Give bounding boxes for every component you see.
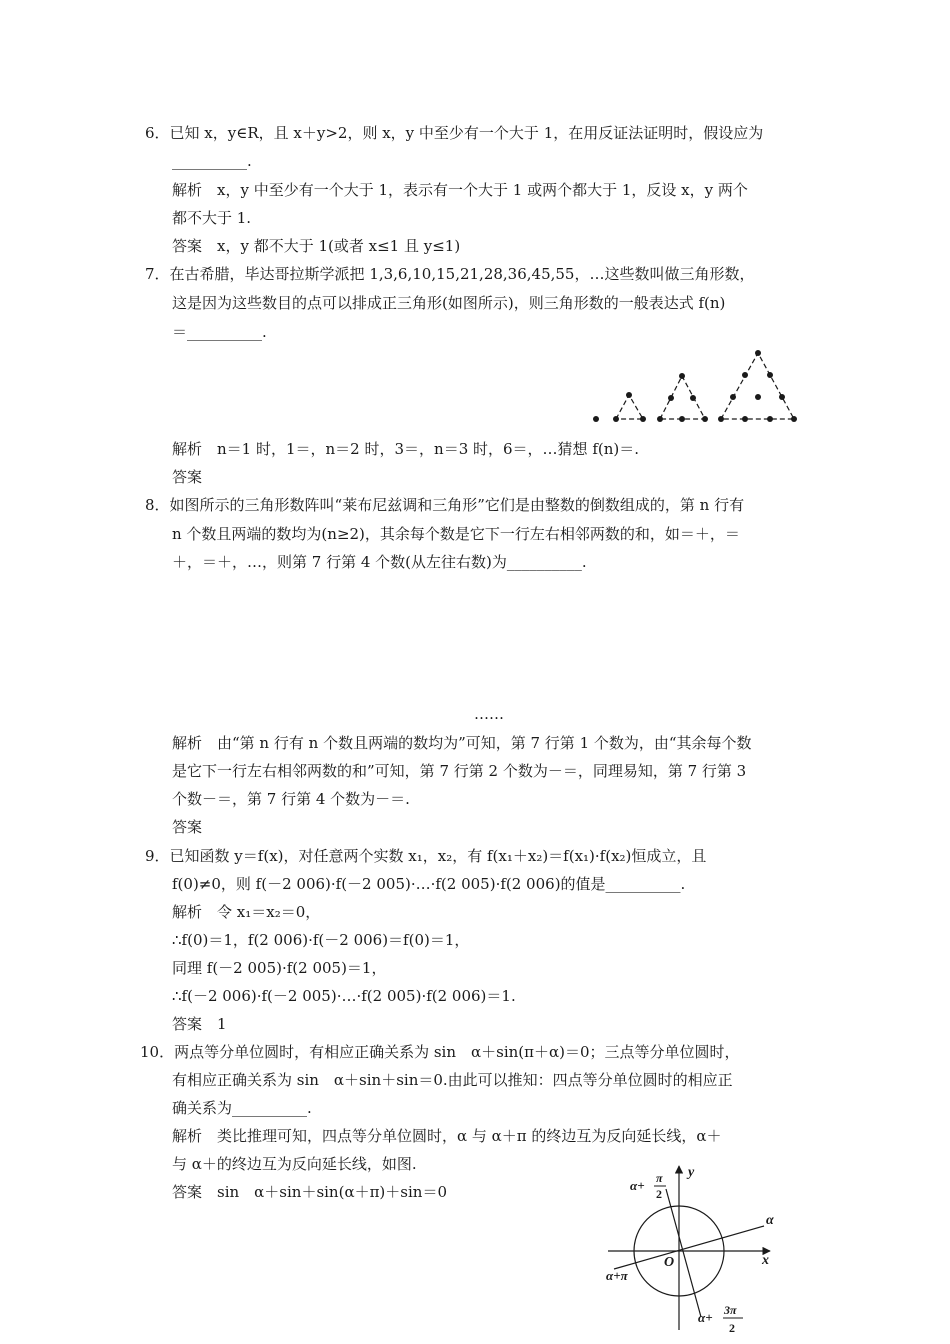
problem-8-question-line-3: ＋，＝＋，…，则第 7 行第 4 个数(从左往右数)为__________. — [172, 553, 587, 571]
triangle-2 — [613, 392, 646, 422]
origin-label: O — [664, 1255, 675, 1270]
problem-7-answer: 答案 — [172, 468, 203, 486]
problem-8-analysis-line-1: 解析 由“第 n 行有 n 个数且两端的数均为”可知，第 7 行第 1 个数为，由“其余每个数 — [172, 734, 752, 752]
problem-6-question-line-1: 6．已知 x，y∈R，且 x＋y>2，则 x，y 中至少有一个大于 1，在用反证法证明时，假设应为 — [145, 124, 764, 142]
svg-text:2: 2 — [729, 1321, 735, 1335]
triangular-numbers-figure — [588, 346, 803, 428]
svg-text:α+: α+ — [630, 1178, 645, 1193]
problem-7-question-line-1: 7．在古希腊，毕达哥拉斯学派把 1,3,6,10,15,21,28,36,45,55，…这些数叫做三角形数， — [145, 265, 755, 283]
problem-10-answer: 答案 sin α＋sin＋sin(α＋π)＋sin＝0 — [172, 1183, 447, 1201]
problem-10-question-line-2: 有相应正确关系为 sin α＋sin＋sin＝0.由此可以推知：四点等分单位圆时的相应正 — [172, 1071, 733, 1089]
problem-8-question-line-2: n 个数且两端的数均为(n≥2)，其余每个数是它下一行左右相邻两数的和，如＝＋，＝ — [172, 525, 740, 543]
svg-text:2: 2 — [656, 1187, 662, 1201]
alpha-plus-three-half-pi-label — [698, 1303, 743, 1335]
triangle-4 — [718, 350, 797, 422]
triangle-3 — [657, 373, 708, 422]
problem-9-analysis-line-3: 同理 f(－2 005)·f(2 005)＝1， — [172, 959, 387, 977]
svg-text:3π: 3π — [724, 1303, 737, 1317]
problem-9-analysis-line-4: ∴f(－2 006)·f(－2 005)·…·f(2 005)·f(2 006)＝1. — [172, 987, 516, 1005]
harmonic-triangle-ellipsis: …… — [474, 705, 504, 723]
problem-7-question-line-3: ＝__________. — [172, 323, 267, 341]
unit-circle-figure — [600, 1160, 790, 1338]
problem-9-question-line-1: 9．已知函数 y＝f(x)，对任意两个实数 x₁，x₂，有 f(x₁＋x₂)＝f(x₁)·f(x₂)恒成立，且 — [145, 847, 707, 865]
problem-8-analysis-line-3: 个数－＝，第 7 行第 4 个数为－＝. — [172, 790, 410, 808]
svg-text:π: π — [656, 1171, 663, 1185]
problem-10-analysis-line-1: 解析 类比推理可知，四点等分单位圆时，α 与 α＋π 的终边互为反向延长线，α＋ — [172, 1127, 722, 1145]
problem-8-question-line-1: 8．如图所示的三角形数阵叫“莱布尼兹调和三角形”它们是由整数的倒数组成的，第 n 行有 — [145, 496, 745, 514]
problem-10-question-line-1: 10．两点等分单位圆时，有相应正确关系为 sin α＋sin(π＋α)＝0；三点等分单位圆时， — [140, 1043, 740, 1061]
problem-6-analysis-line-1: 解析 x，y 中至少有一个大于 1，表示有一个大于 1 或两个都大于 1，反设 x，y 两个 — [172, 181, 748, 199]
problem-7-analysis: 解析 n＝1 时，1＝，n＝2 时，3＝，n＝3 时，6＝，…猜想 f(n)＝. — [172, 440, 640, 458]
problem-8-analysis-line-2: 是它下一行左右相邻两数的和”可知，第 7 行第 2 个数为－＝，同理易知，第 7 行第 3 — [172, 762, 747, 780]
problem-10-question-line-3: 确关系为__________. — [172, 1099, 312, 1117]
alpha-plus-pi-label: α+π — [606, 1268, 628, 1283]
problem-7-question-line-2: 这是因为这些数目的点可以排成正三角形(如图所示)，则三角形数的一般表达式 f(n) — [172, 294, 726, 312]
y-axis-label: y — [688, 1165, 695, 1180]
problem-6-question-line-2: __________. — [172, 152, 252, 170]
x-axis-label: x — [762, 1253, 769, 1268]
alpha-label: α — [766, 1213, 774, 1228]
triangle-1-dots — [593, 416, 599, 422]
problem-6-answer: 答案 x，y 都不大于 1(或者 x≤1 且 y≤1) — [172, 237, 461, 255]
problem-9-question-line-2: f(0)≠0，则 f(－2 006)·f(－2 005)·…·f(2 005)·f(2 006)的值是__________. — [172, 875, 686, 893]
alpha-plus-half-pi-label — [630, 1171, 666, 1201]
problem-6-analysis-line-2: 都不大于 1. — [172, 209, 252, 227]
problem-9-analysis-line-2: ∴f(0)＝1，f(2 006)·f(－2 006)＝f(0)＝1， — [172, 931, 470, 949]
problem-9-analysis-line-1: 解析 令 x₁＝x₂＝0， — [172, 903, 321, 921]
svg-text:α+: α+ — [698, 1310, 713, 1325]
problem-9-answer: 答案 1 — [172, 1015, 227, 1033]
problem-8-answer: 答案 — [172, 818, 203, 836]
alpha-terminal-line — [614, 1226, 764, 1269]
problem-10-analysis-line-2: 与 α＋的终边互为反向延长线，如图. — [172, 1155, 417, 1173]
